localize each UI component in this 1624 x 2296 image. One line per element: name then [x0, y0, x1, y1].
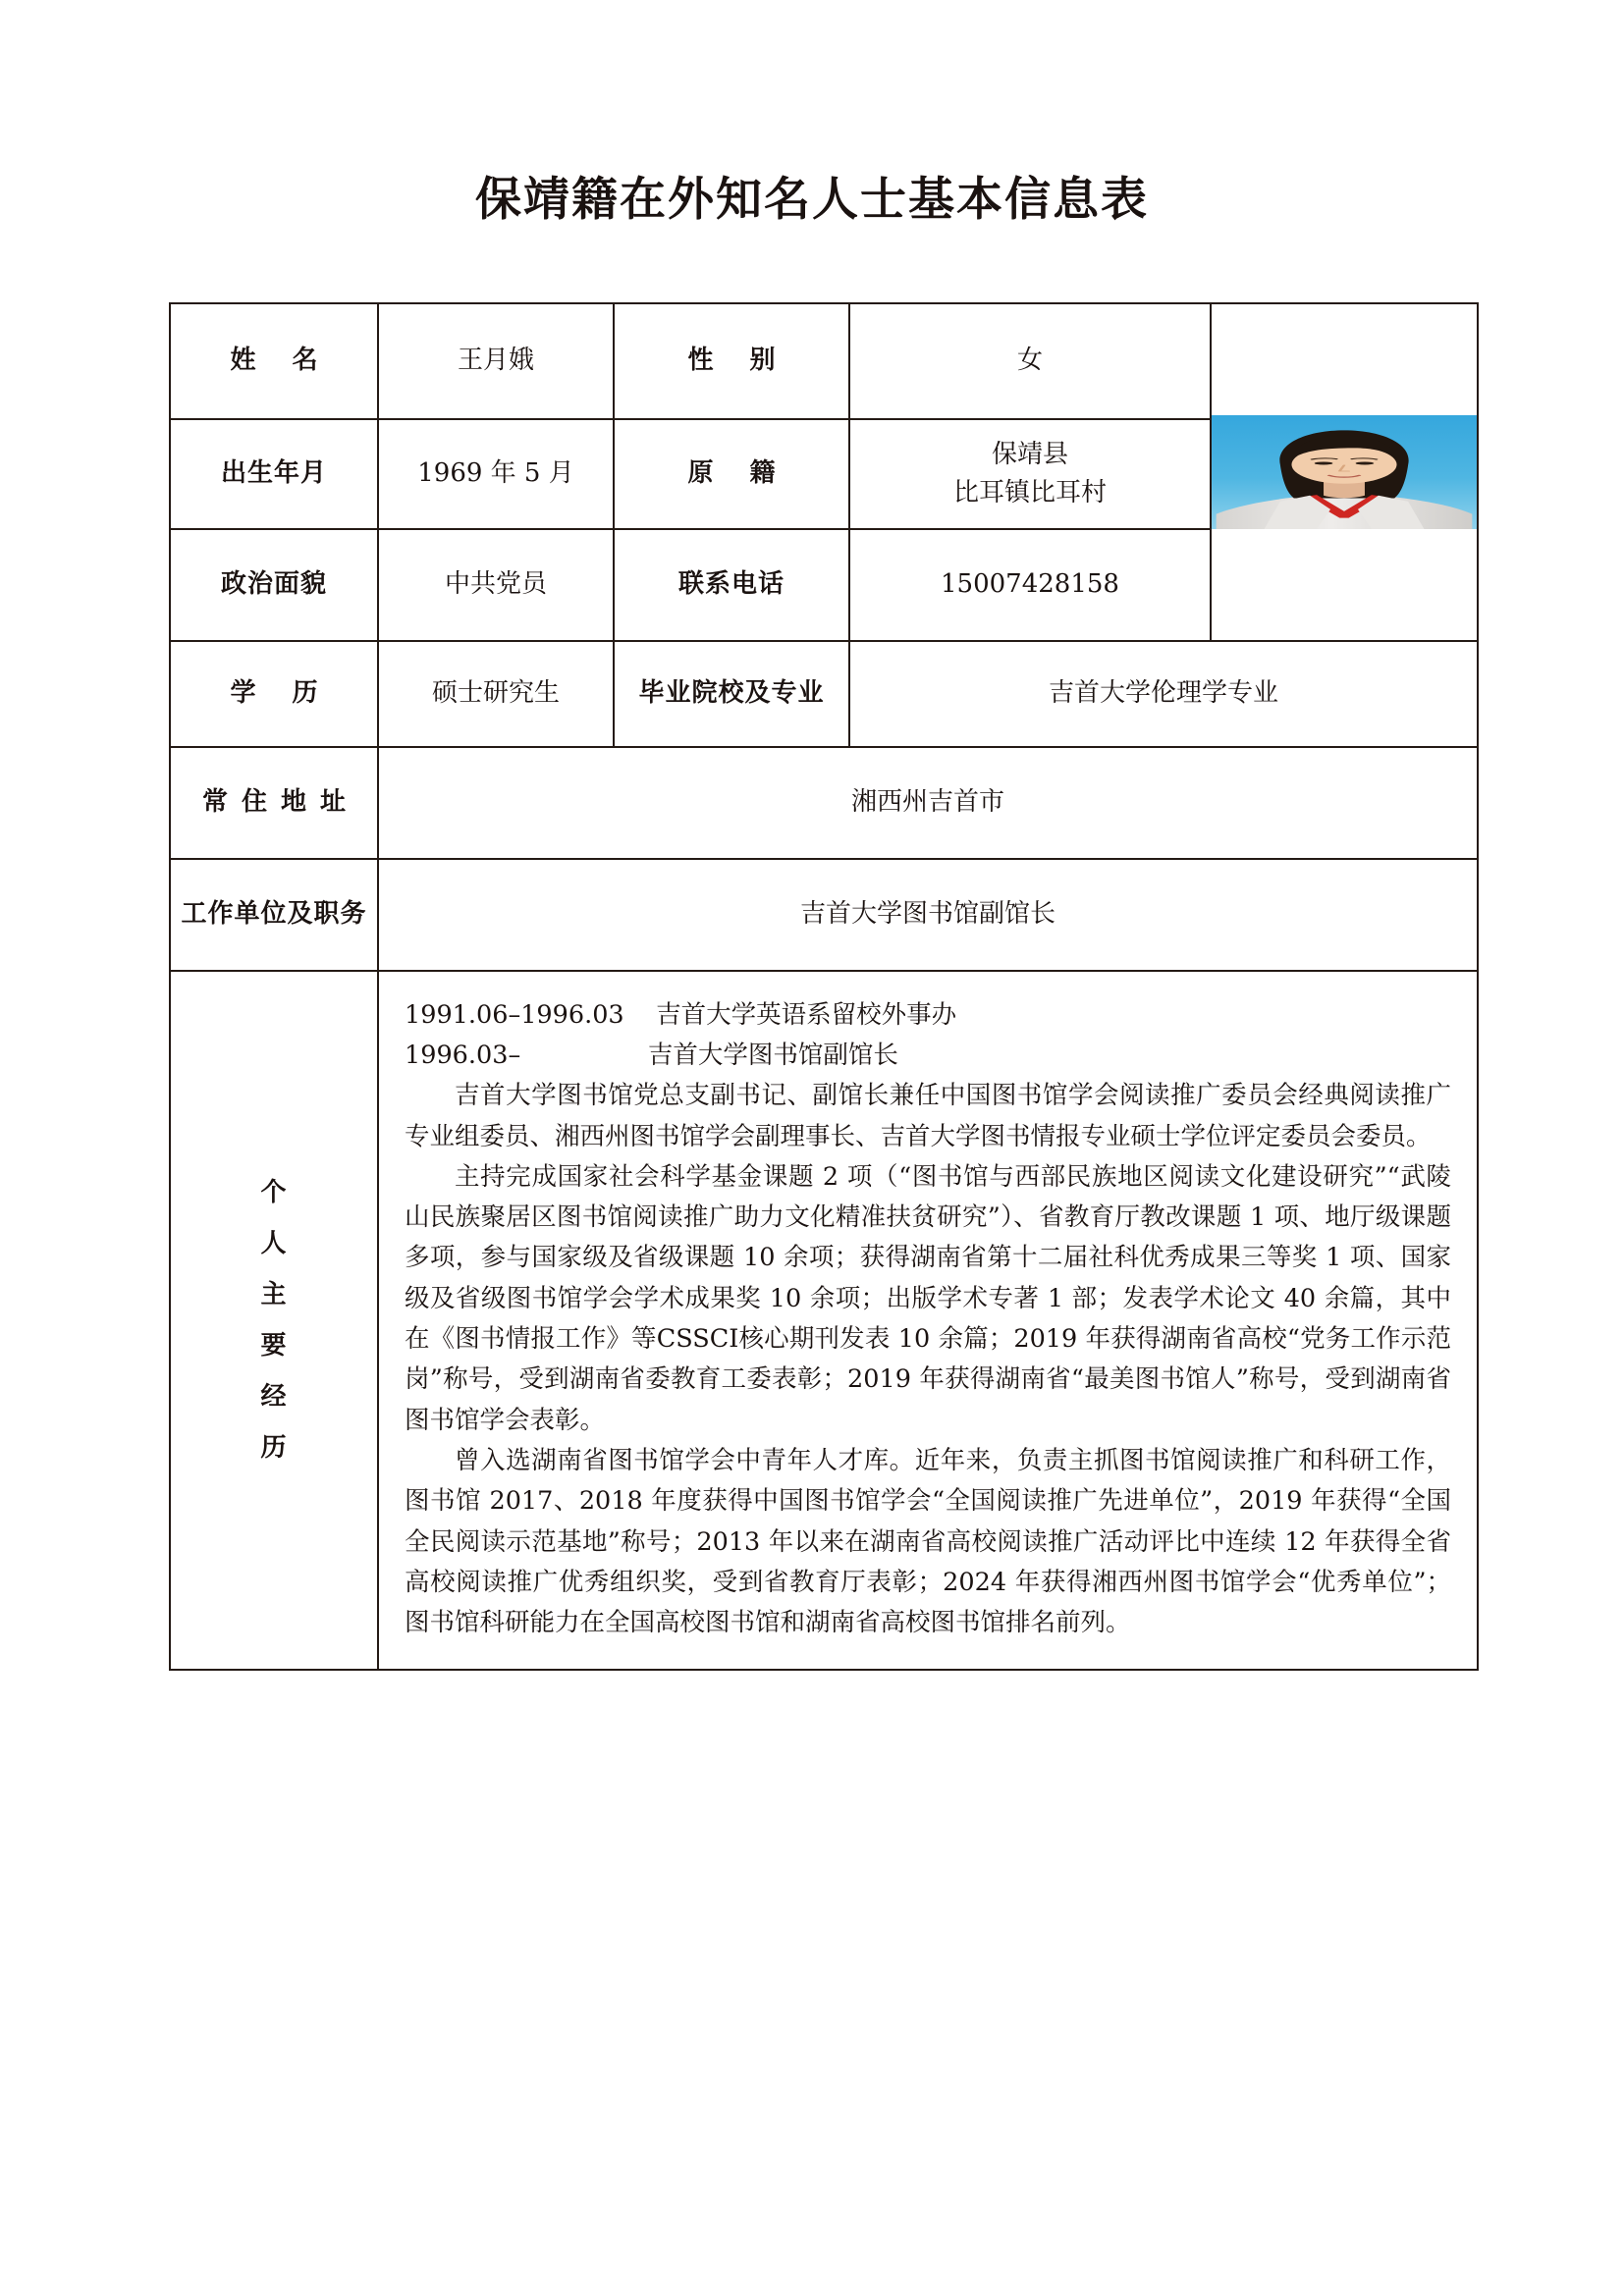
- value-work-unit: 吉首大学图书馆副馆长: [378, 859, 1478, 971]
- value-origin: [849, 419, 1211, 529]
- personal-info-table: [169, 302, 1479, 1672]
- portrait-photo: [1212, 415, 1477, 529]
- value-personal-experience: [378, 971, 1478, 1671]
- value-education: 硕士研究生: [378, 641, 614, 747]
- value-political-status: 中共党员: [378, 529, 614, 641]
- label-experience-char-4: 经: [260, 1382, 288, 1413]
- label-birth-date: 出生年月: [170, 419, 378, 529]
- label-phone: 联系电话: [614, 529, 849, 641]
- label-experience-char-3: 要: [260, 1331, 288, 1362]
- value-origin-line2: 比耳镇比耳村: [952, 477, 1107, 507]
- label-experience-char-0: 个: [260, 1178, 288, 1208]
- timeline-entry-0: 1991.06–1996.03 吉首大学英语系留校外事办: [405, 999, 957, 1030]
- table-row-education: [170, 641, 1478, 747]
- experience-paragraph-1: 主持完成国家社会科学基金课题 2 项（“图书馆与西部民族地区阅读文化建设研究”“武陵山民族聚居区图书馆阅读推广助力文化精准扶贫研究”）、省教育厅教改课题 1 项、地厅级课题多项，参与国家级及省级课题 10 余项；获得湖南省第十二届社科优秀成果三等奖 1 项、国家级及省级图书馆学会学术成果奖 10 余项；出版学术专著 1 部；发表学术论文 40 余篇，其中在《图书情报工作》等CSSCI核心期刊发表 10 余篇；2019 年获得湖南省高校“党务工作示范岗”称号，受到湖南省委教育工委表彰；2019 年获得湖南省“最美图书馆人”称号，受到湖南省图书馆学会表彰。: [405, 1161, 1451, 1435]
- value-name: 王月娥: [378, 303, 614, 419]
- table-row-name: [170, 303, 1478, 419]
- experience-paragraph-0: 吉首大学图书馆党总支副书记、副馆长兼任中国图书馆学会阅读推广委员会经典阅读推广专业组委员、湘西州图书馆学会副理事长、吉首大学图书情报专业硕士学位评定委员会委员。: [405, 1081, 1451, 1151]
- table-row-experience: [170, 971, 1478, 1671]
- experience-paragraph-2: 曾入选湖南省图书馆学会中青年人才库。近年来，负责主抓图书馆阅读推广和科研工作，图书馆 2017、2018 年度获得中国图书馆学会“全国阅读推广先进单位”，2019 年获得“全国全民阅读示范基地”称号；2013 年以来在湖南省高校阅读推广活动评比中连续 12 年获得全省高校阅读推广优秀组织奖，受到省教育厅表彰；2024 年获得湘西州图书馆学会“优秀单位”；图书馆科研能力在全国高校图书馆和湖南省高校图书馆排名前列。: [405, 1445, 1451, 1638]
- label-school-major: 毕业院校及专业: [614, 641, 849, 747]
- value-birth-date: 1969 年 5 月: [378, 419, 614, 529]
- table-row-address: [170, 747, 1478, 859]
- label-experience-char-1: 人: [260, 1229, 288, 1259]
- value-phone: 15007428158: [849, 529, 1211, 641]
- label-address: 常住地址: [170, 747, 378, 859]
- label-education: 学 历: [170, 641, 378, 747]
- label-gender: 性 别: [614, 303, 849, 419]
- timeline-entry-1: 1996.03– 吉首大学图书馆副馆长: [405, 1040, 898, 1070]
- value-origin-line1: 保靖县: [991, 439, 1068, 469]
- label-personal-experience: [170, 971, 378, 1671]
- label-work-unit: 工作单位及职务: [170, 859, 378, 971]
- label-name: 姓 名: [170, 303, 378, 419]
- value-gender: 女: [849, 303, 1211, 419]
- value-address: 湘西州吉首市: [378, 747, 1478, 859]
- value-school-major: 吉首大学伦理学专业: [849, 641, 1478, 747]
- label-experience-char-5: 历: [260, 1433, 288, 1464]
- page-title: 保靖籍在外知名人士基本信息表: [475, 173, 1149, 227]
- label-political-status: 政治面貌: [170, 529, 378, 641]
- label-origin: 原 籍: [614, 419, 849, 529]
- photo-cell: [1211, 303, 1478, 641]
- table-row-work-unit: [170, 859, 1478, 971]
- label-experience-char-2: 主: [260, 1280, 288, 1310]
